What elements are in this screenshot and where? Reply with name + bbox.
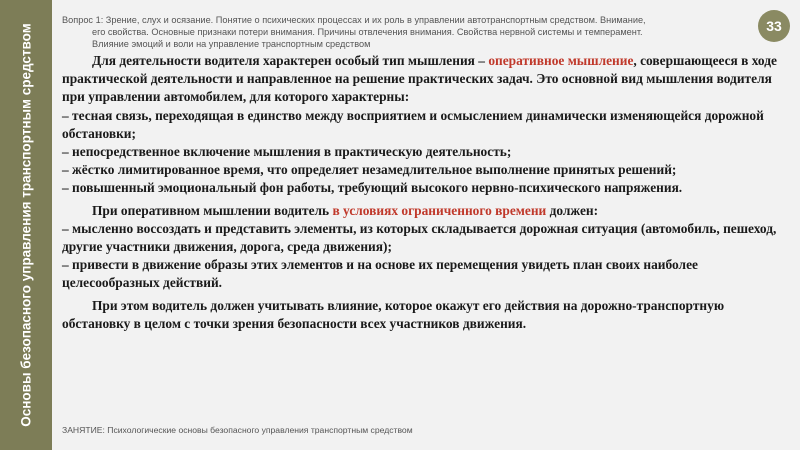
text-fragment: , совершающееся в ходе практической деятельности и направленное на решение практических задач. Это основной вид мышления водителя при управлении автомобилем, для которого характерны:: [62, 53, 777, 105]
main-content: [62, 52, 784, 333]
list-item: – жёстко лимитированное время, что определяет незамедлительное выполнение принятых решений;: [62, 162, 677, 178]
slide-number-badge: 33: [758, 10, 790, 42]
text-fragment: Для деятельности водителя характерен особый тип мышления –: [92, 53, 489, 68]
footer-lesson: ЗАНЯТИЕ: Психологические основы безопасного управления транспортным средством: [62, 425, 413, 435]
sidebar: [0, 0, 52, 450]
paragraph-intro: [62, 52, 784, 107]
list-item: – привести в движение образы этих элементов и на основе их перемещения увидеть план своих наиболее целесообразных действий.: [62, 257, 698, 291]
highlight-term: оперативное мышление: [488, 53, 634, 68]
list-item: – непосредственное включение мышления в практическую деятельность;: [62, 144, 512, 160]
list-item: – тесная связь, переходящая в единство между восприятием и осмыслением динамически изменяющейся дорожной обстановки;: [62, 107, 764, 141]
list-item: – повышенный эмоциональный фон работы, требующий высокого нервно-психического напряжения.: [62, 180, 683, 196]
header-line: Вопрос 1: Зрение, слух и осязание. Понятие о психических процессах и их роль в управлении автотранспортным средством. Внимание,: [62, 15, 646, 25]
paragraph-conditions: [62, 202, 784, 220]
highlight-term: в условиях ограниченного времени: [332, 202, 547, 218]
header-line: Влияние эмоций и воли на управление транспортным средством: [92, 39, 371, 49]
paragraph-conclusion: При этом водитель должен учитывать влияние, которое окажут его действия на дорожно-транспортную обстановку в целом с точки зрения безопасности всех участников движения.: [62, 297, 725, 331]
list-item: – мысленно воссоздать и представить элементы, из которых складывается дорожная ситуация (автомобиль, пешеход, другие участники движения, дорога, среда движения);: [62, 220, 777, 255]
sidebar-title: Основы безопасного управления транспортным средством: [18, 23, 34, 427]
text-fragment: должен:: [546, 202, 599, 218]
question-header: [62, 14, 750, 50]
text-fragment: При оперативном мышлении водитель: [92, 202, 333, 218]
header-line: его свойства. Основные признаки потери внимания. Причины отвлечения внимания. Свойства нервной системы и темперамент.: [92, 27, 643, 37]
